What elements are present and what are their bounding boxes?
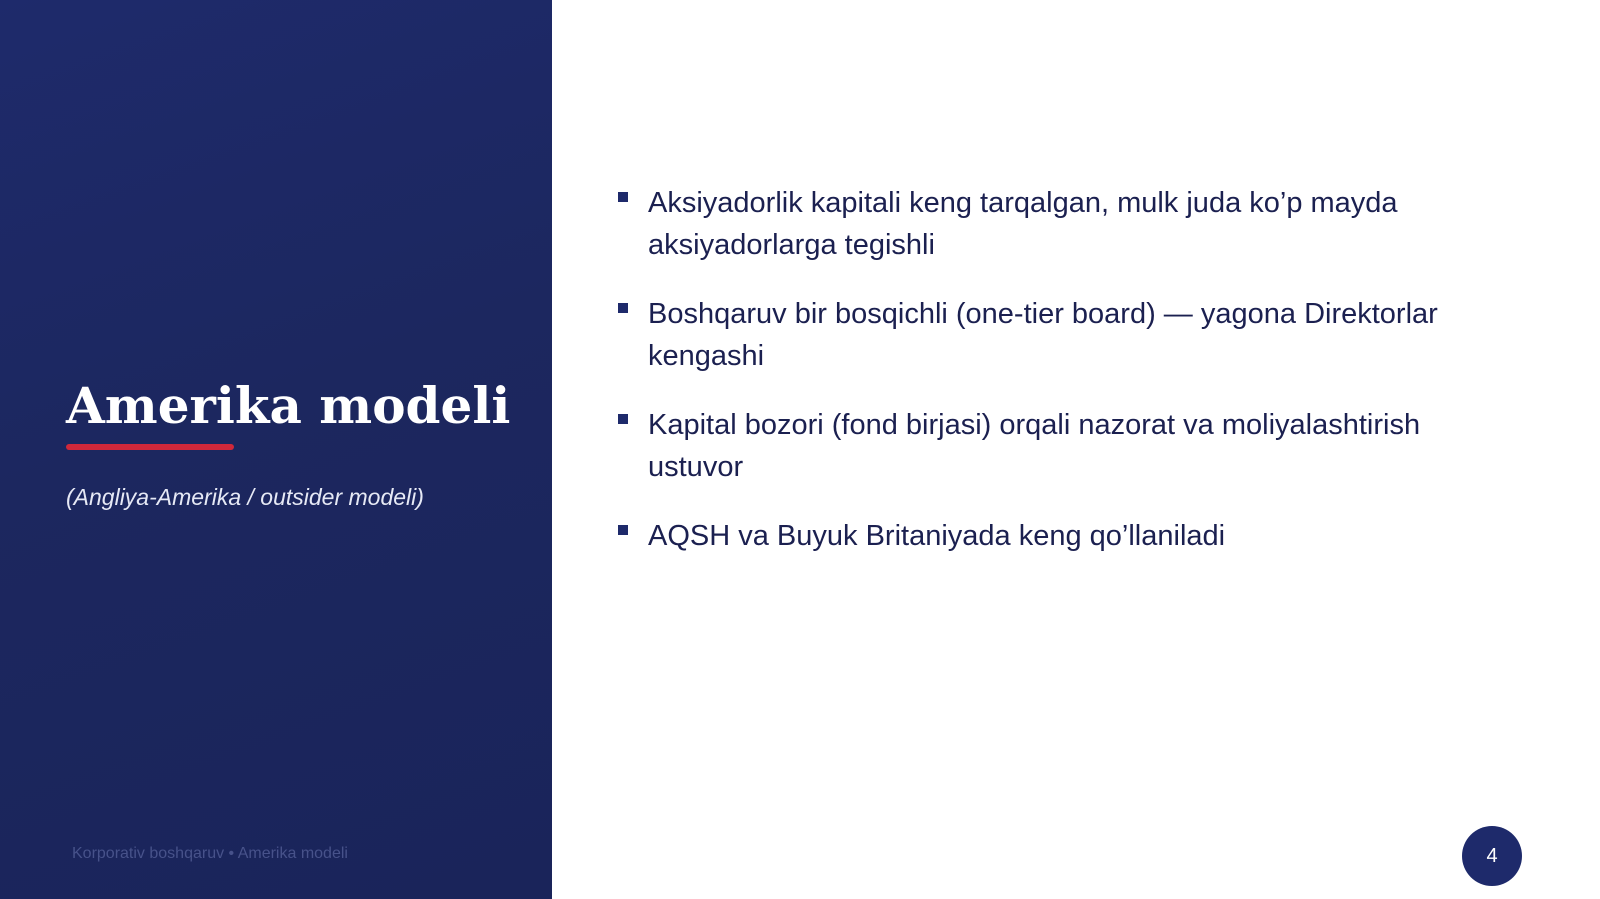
bullet-list bbox=[616, 182, 1516, 584]
square-bullet-icon bbox=[618, 525, 628, 535]
bullet-item bbox=[616, 293, 1516, 377]
bullet-text: AQSH va Buyuk Britaniyada keng qo’llaniladi bbox=[648, 520, 1226, 552]
bullet-item bbox=[616, 404, 1516, 488]
bullet-text: Kapital bozori (fond birjasi) orqali nazorat va moliyalashtirish ustuvor bbox=[648, 409, 1421, 483]
left-panel bbox=[0, 0, 552, 899]
square-bullet-icon bbox=[618, 414, 628, 424]
slide-title: Amerika modeli bbox=[66, 376, 511, 435]
bullet-item bbox=[616, 515, 1516, 557]
square-bullet-icon bbox=[618, 303, 628, 313]
slide-footer: Korporativ boshqaruv • Amerika modeli bbox=[72, 845, 348, 862]
bullet-text: Aksiyadorlik kapitali keng tarqalgan, mulk juda ko’p mayda aksiyadorlarga tegishli bbox=[648, 187, 1398, 261]
page-number-badge: 4 bbox=[1462, 826, 1522, 886]
square-bullet-icon bbox=[618, 192, 628, 202]
bullet-item bbox=[616, 182, 1516, 266]
slide-subtitle: (Angliya-Amerika / outsider modeli) bbox=[66, 484, 424, 510]
bullet-text: Boshqaruv bir bosqichli (one-tier board) — yagona Direktorlar kengashi bbox=[648, 298, 1438, 372]
title-underline bbox=[66, 444, 234, 450]
